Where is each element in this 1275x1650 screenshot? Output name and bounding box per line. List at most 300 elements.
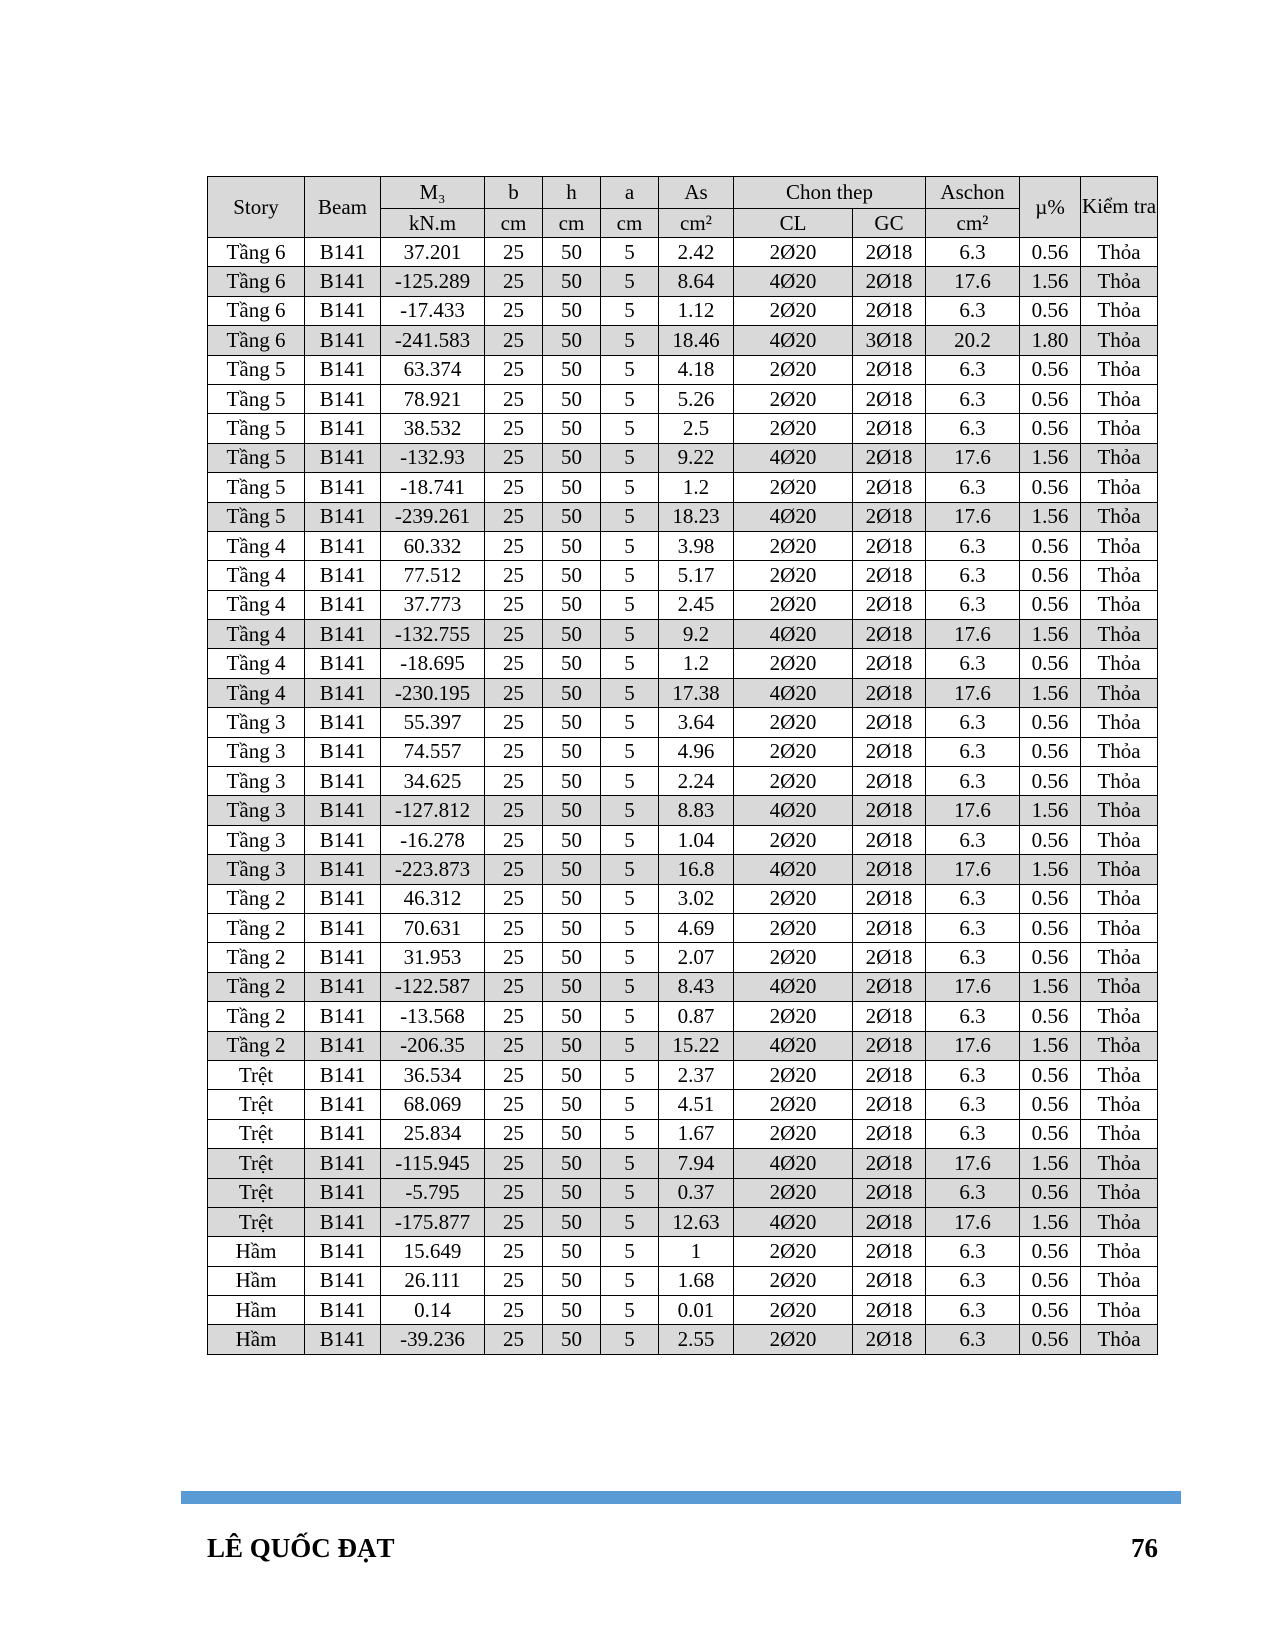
- cell-beam: B141: [305, 443, 381, 472]
- cell-aschon: 17.6: [926, 620, 1020, 649]
- cell-a: 5: [601, 1002, 659, 1031]
- cell-h: 50: [543, 825, 601, 854]
- cell-cl: 4Ø20: [734, 1031, 853, 1060]
- cell-cl: 2Ø20: [734, 1296, 853, 1325]
- table-row: [208, 531, 1158, 560]
- cell-m3: -18.741: [381, 473, 485, 502]
- cell-a: 5: [601, 414, 659, 443]
- cell-gc: 2Ø18: [853, 296, 926, 325]
- cell-mu: 0.56: [1020, 737, 1081, 766]
- cell-mu: 1.56: [1020, 1149, 1081, 1178]
- cell-a: 5: [601, 943, 659, 972]
- cell-mu: 1.56: [1020, 855, 1081, 884]
- cell-cl: 4Ø20: [734, 620, 853, 649]
- cell-cl: 2Ø20: [734, 943, 853, 972]
- table-row: [208, 913, 1158, 942]
- cell-story: Trệt: [208, 1178, 305, 1207]
- cell-mu: 0.56: [1020, 473, 1081, 502]
- cell-kiem-tra: Thỏa: [1081, 884, 1158, 913]
- cell-gc: 2Ø18: [853, 620, 926, 649]
- cell-aschon: 6.3: [926, 737, 1020, 766]
- table-row: [208, 767, 1158, 796]
- cell-story: Trệt: [208, 1149, 305, 1178]
- cell-gc: 2Ø18: [853, 590, 926, 619]
- cell-aschon: 6.3: [926, 1237, 1020, 1266]
- cell-beam: B141: [305, 1002, 381, 1031]
- cell-cl: 4Ø20: [734, 972, 853, 1001]
- table-row: [208, 238, 1158, 267]
- cell-beam: B141: [305, 708, 381, 737]
- cell-story: Tầng 5: [208, 414, 305, 443]
- cell-story: Tầng 3: [208, 796, 305, 825]
- cell-a: 5: [601, 1178, 659, 1207]
- cell-h: 50: [543, 561, 601, 590]
- table-row: [208, 1296, 1158, 1325]
- cell-a: 5: [601, 678, 659, 707]
- cell-cl: 2Ø20: [734, 767, 853, 796]
- cell-h: 50: [543, 855, 601, 884]
- cell-gc: 2Ø18: [853, 1002, 926, 1031]
- cell-beam: B141: [305, 296, 381, 325]
- cell-cl: 2Ø20: [734, 737, 853, 766]
- cell-as: 2.55: [659, 1325, 734, 1354]
- table-row: [208, 384, 1158, 413]
- table-row: [208, 1207, 1158, 1236]
- cell-story: Tầng 2: [208, 943, 305, 972]
- cell-kiem-tra: Thỏa: [1081, 855, 1158, 884]
- cell-story: Tầng 3: [208, 737, 305, 766]
- table-row: [208, 443, 1158, 472]
- cell-gc: 2Ø18: [853, 1266, 926, 1295]
- cell-m3: 60.332: [381, 531, 485, 560]
- cell-gc: 2Ø18: [853, 737, 926, 766]
- cell-b: 25: [485, 384, 543, 413]
- cell-mu: 0.56: [1020, 1325, 1081, 1354]
- cell-as: 1.2: [659, 473, 734, 502]
- table-body: [208, 238, 1158, 1355]
- cell-as: 2.24: [659, 767, 734, 796]
- table-row: [208, 796, 1158, 825]
- table-row: [208, 296, 1158, 325]
- cell-gc: 3Ø18: [853, 326, 926, 355]
- cell-h: 50: [543, 1119, 601, 1148]
- cell-gc: 2Ø18: [853, 502, 926, 531]
- cell-m3: 38.532: [381, 414, 485, 443]
- cell-kiem-tra: Thỏa: [1081, 1207, 1158, 1236]
- cell-b: 25: [485, 943, 543, 972]
- cell-beam: B141: [305, 913, 381, 942]
- cell-b: 25: [485, 767, 543, 796]
- cell-h: 50: [543, 1296, 601, 1325]
- cell-kiem-tra: Thỏa: [1081, 1325, 1158, 1354]
- cell-m3: 31.953: [381, 943, 485, 972]
- header-h: h: [543, 177, 601, 209]
- cell-m3: 0.14: [381, 1296, 485, 1325]
- cell-as: 17.38: [659, 678, 734, 707]
- cell-b: 25: [485, 972, 543, 1001]
- cell-as: 3.64: [659, 708, 734, 737]
- cell-cl: 2Ø20: [734, 531, 853, 560]
- cell-b: 25: [485, 443, 543, 472]
- table-row: [208, 1325, 1158, 1354]
- cell-mu: 0.56: [1020, 913, 1081, 942]
- table-row: [208, 1266, 1158, 1295]
- cell-mu: 1.56: [1020, 972, 1081, 1001]
- cell-story: Tầng 4: [208, 678, 305, 707]
- cell-mu: 0.56: [1020, 1237, 1081, 1266]
- cell-aschon: 6.3: [926, 1002, 1020, 1031]
- table-row: [208, 1060, 1158, 1089]
- cell-cl: 2Ø20: [734, 649, 853, 678]
- cell-a: 5: [601, 649, 659, 678]
- cell-as: 16.8: [659, 855, 734, 884]
- cell-story: Tầng 5: [208, 384, 305, 413]
- cell-m3: -39.236: [381, 1325, 485, 1354]
- cell-a: 5: [601, 767, 659, 796]
- cell-story: Tầng 5: [208, 355, 305, 384]
- cell-story: Trệt: [208, 1060, 305, 1089]
- cell-aschon: 6.3: [926, 384, 1020, 413]
- cell-m3: -223.873: [381, 855, 485, 884]
- cell-a: 5: [601, 737, 659, 766]
- cell-b: 25: [485, 531, 543, 560]
- cell-as: 1.2: [659, 649, 734, 678]
- cell-aschon: 17.6: [926, 1149, 1020, 1178]
- cell-aschon: 17.6: [926, 796, 1020, 825]
- cell-gc: 2Ø18: [853, 561, 926, 590]
- cell-mu: 0.56: [1020, 296, 1081, 325]
- cell-b: 25: [485, 502, 543, 531]
- cell-beam: B141: [305, 267, 381, 296]
- cell-story: Tầng 5: [208, 443, 305, 472]
- cell-kiem-tra: Thỏa: [1081, 267, 1158, 296]
- unit-m3: kN.m: [381, 209, 485, 238]
- cell-gc: 2Ø18: [853, 1149, 926, 1178]
- cell-a: 5: [601, 326, 659, 355]
- cell-kiem-tra: Thỏa: [1081, 767, 1158, 796]
- table-row: [208, 473, 1158, 502]
- table-row: [208, 1090, 1158, 1119]
- cell-story: Tầng 6: [208, 296, 305, 325]
- table-row: [208, 855, 1158, 884]
- cell-beam: B141: [305, 384, 381, 413]
- cell-mu: 0.56: [1020, 825, 1081, 854]
- cell-h: 50: [543, 1178, 601, 1207]
- cell-mu: 0.56: [1020, 649, 1081, 678]
- cell-as: 4.51: [659, 1090, 734, 1119]
- cell-cl: 4Ø20: [734, 502, 853, 531]
- cell-a: 5: [601, 1090, 659, 1119]
- header-mu-percent: µ%: [1020, 177, 1081, 238]
- cell-gc: 2Ø18: [853, 1178, 926, 1207]
- cell-story: Tầng 6: [208, 238, 305, 267]
- cell-h: 50: [543, 326, 601, 355]
- cell-gc: 2Ø18: [853, 943, 926, 972]
- cell-as: 2.07: [659, 943, 734, 972]
- cell-as: 3.02: [659, 884, 734, 913]
- cell-cl: 2Ø20: [734, 1060, 853, 1089]
- cell-beam: B141: [305, 620, 381, 649]
- cell-story: Tầng 2: [208, 972, 305, 1001]
- unit-h: cm: [543, 209, 601, 238]
- cell-as: 8.83: [659, 796, 734, 825]
- cell-m3: -13.568: [381, 1002, 485, 1031]
- cell-m3: 15.649: [381, 1237, 485, 1266]
- cell-as: 1.68: [659, 1266, 734, 1295]
- cell-b: 25: [485, 649, 543, 678]
- cell-b: 25: [485, 796, 543, 825]
- cell-m3: -241.583: [381, 326, 485, 355]
- cell-h: 50: [543, 1090, 601, 1119]
- cell-story: Trệt: [208, 1207, 305, 1236]
- cell-cl: 2Ø20: [734, 296, 853, 325]
- cell-cl: 2Ø20: [734, 708, 853, 737]
- rebar-table-container: [207, 176, 1158, 1355]
- cell-cl: 4Ø20: [734, 1207, 853, 1236]
- cell-a: 5: [601, 1119, 659, 1148]
- cell-b: 25: [485, 620, 543, 649]
- cell-h: 50: [543, 1207, 601, 1236]
- cell-as: 18.23: [659, 502, 734, 531]
- cell-cl: 2Ø20: [734, 238, 853, 267]
- cell-b: 25: [485, 561, 543, 590]
- cell-story: Tầng 4: [208, 561, 305, 590]
- cell-story: Tầng 6: [208, 326, 305, 355]
- cell-gc: 2Ø18: [853, 1207, 926, 1236]
- cell-as: 9.22: [659, 443, 734, 472]
- cell-m3: -239.261: [381, 502, 485, 531]
- cell-aschon: 6.3: [926, 767, 1020, 796]
- cell-story: Tầng 4: [208, 531, 305, 560]
- cell-cl: 2Ø20: [734, 1090, 853, 1119]
- cell-kiem-tra: Thỏa: [1081, 473, 1158, 502]
- cell-cl: 4Ø20: [734, 678, 853, 707]
- cell-m3: 70.631: [381, 913, 485, 942]
- cell-m3: -230.195: [381, 678, 485, 707]
- cell-story: Tầng 3: [208, 708, 305, 737]
- cell-story: Hầm: [208, 1296, 305, 1325]
- cell-as: 1.04: [659, 825, 734, 854]
- cell-beam: B141: [305, 1178, 381, 1207]
- cell-b: 25: [485, 590, 543, 619]
- cell-m3: -5.795: [381, 1178, 485, 1207]
- cell-h: 50: [543, 296, 601, 325]
- unit-a: cm: [601, 209, 659, 238]
- cell-kiem-tra: Thỏa: [1081, 943, 1158, 972]
- cell-mu: 0.56: [1020, 531, 1081, 560]
- cell-story: Hầm: [208, 1266, 305, 1295]
- header-as: As: [659, 177, 734, 209]
- cell-h: 50: [543, 943, 601, 972]
- cell-beam: B141: [305, 1207, 381, 1236]
- cell-aschon: 6.3: [926, 943, 1020, 972]
- table-row: [208, 884, 1158, 913]
- cell-m3: -125.289: [381, 267, 485, 296]
- cell-b: 25: [485, 473, 543, 502]
- unit-as: cm²: [659, 209, 734, 238]
- cell-m3: 78.921: [381, 384, 485, 413]
- cell-mu: 1.56: [1020, 796, 1081, 825]
- cell-m3: -18.695: [381, 649, 485, 678]
- cell-h: 50: [543, 1002, 601, 1031]
- cell-b: 25: [485, 1149, 543, 1178]
- cell-aschon: 17.6: [926, 1031, 1020, 1060]
- header-kiem-tra: Kiểm tra: [1081, 177, 1158, 238]
- table-row: [208, 943, 1158, 972]
- cell-mu: 1.56: [1020, 678, 1081, 707]
- cell-h: 50: [543, 796, 601, 825]
- cell-as: 18.46: [659, 326, 734, 355]
- cell-h: 50: [543, 620, 601, 649]
- cell-gc: 2Ø18: [853, 1296, 926, 1325]
- cell-mu: 0.56: [1020, 1266, 1081, 1295]
- cell-kiem-tra: Thỏa: [1081, 1237, 1158, 1266]
- cell-beam: B141: [305, 561, 381, 590]
- cell-as: 4.18: [659, 355, 734, 384]
- cell-aschon: 6.3: [926, 884, 1020, 913]
- table-row: [208, 1031, 1158, 1060]
- cell-b: 25: [485, 708, 543, 737]
- cell-gc: 2Ø18: [853, 855, 926, 884]
- cell-mu: 1.56: [1020, 267, 1081, 296]
- cell-kiem-tra: Thỏa: [1081, 238, 1158, 267]
- cell-a: 5: [601, 355, 659, 384]
- cell-h: 50: [543, 590, 601, 619]
- cell-mu: 0.56: [1020, 384, 1081, 413]
- cell-kiem-tra: Thỏa: [1081, 1060, 1158, 1089]
- cell-m3: 74.557: [381, 737, 485, 766]
- cell-kiem-tra: Thỏa: [1081, 678, 1158, 707]
- cell-cl: 2Ø20: [734, 884, 853, 913]
- cell-beam: B141: [305, 825, 381, 854]
- cell-cl: 4Ø20: [734, 855, 853, 884]
- cell-as: 8.64: [659, 267, 734, 296]
- cell-cl: 2Ø20: [734, 355, 853, 384]
- cell-story: Tầng 3: [208, 855, 305, 884]
- table-row: [208, 649, 1158, 678]
- cell-aschon: 17.6: [926, 267, 1020, 296]
- table-row: [208, 1237, 1158, 1266]
- cell-a: 5: [601, 1149, 659, 1178]
- cell-cl: 4Ø20: [734, 796, 853, 825]
- cell-beam: B141: [305, 355, 381, 384]
- cell-a: 5: [601, 825, 659, 854]
- cell-as: 3.98: [659, 531, 734, 560]
- table-row: [208, 678, 1158, 707]
- cell-m3: 26.111: [381, 1266, 485, 1295]
- cell-h: 50: [543, 1149, 601, 1178]
- cell-gc: 2Ø18: [853, 1090, 926, 1119]
- cell-as: 15.22: [659, 1031, 734, 1060]
- unit-aschon: cm²: [926, 209, 1020, 238]
- cell-story: Tầng 2: [208, 1031, 305, 1060]
- cell-as: 12.63: [659, 1207, 734, 1236]
- cell-kiem-tra: Thỏa: [1081, 620, 1158, 649]
- cell-kiem-tra: Thỏa: [1081, 1002, 1158, 1031]
- cell-beam: B141: [305, 1325, 381, 1354]
- cell-aschon: 6.3: [926, 1060, 1020, 1089]
- cell-mu: 0.56: [1020, 767, 1081, 796]
- cell-kiem-tra: Thỏa: [1081, 737, 1158, 766]
- cell-mu: 0.56: [1020, 943, 1081, 972]
- table-row: [208, 1002, 1158, 1031]
- cell-aschon: 6.3: [926, 238, 1020, 267]
- table-row: [208, 708, 1158, 737]
- cell-beam: B141: [305, 473, 381, 502]
- cell-kiem-tra: Thỏa: [1081, 708, 1158, 737]
- cell-aschon: 6.3: [926, 414, 1020, 443]
- cell-aschon: 6.3: [926, 561, 1020, 590]
- cell-mu: 0.56: [1020, 1060, 1081, 1089]
- cell-as: 8.43: [659, 972, 734, 1001]
- cell-a: 5: [601, 1266, 659, 1295]
- cell-beam: B141: [305, 1237, 381, 1266]
- cell-m3: -17.433: [381, 296, 485, 325]
- table-header: [208, 177, 1158, 238]
- cell-kiem-tra: Thỏa: [1081, 531, 1158, 560]
- cell-b: 25: [485, 1207, 543, 1236]
- cell-b: 25: [485, 1119, 543, 1148]
- cell-b: 25: [485, 267, 543, 296]
- cell-m3: -206.35: [381, 1031, 485, 1060]
- cell-gc: 2Ø18: [853, 825, 926, 854]
- cell-story: Tầng 5: [208, 502, 305, 531]
- cell-a: 5: [601, 620, 659, 649]
- cell-b: 25: [485, 1237, 543, 1266]
- table-row: [208, 620, 1158, 649]
- cell-b: 25: [485, 414, 543, 443]
- cell-gc: 2Ø18: [853, 913, 926, 942]
- cell-beam: B141: [305, 972, 381, 1001]
- table-row: [208, 502, 1158, 531]
- cell-story: Hầm: [208, 1237, 305, 1266]
- cell-kiem-tra: Thỏa: [1081, 1178, 1158, 1207]
- cell-beam: B141: [305, 1296, 381, 1325]
- cell-m3: 55.397: [381, 708, 485, 737]
- cell-cl: 2Ø20: [734, 590, 853, 619]
- cell-story: Trệt: [208, 1119, 305, 1148]
- cell-story: Tầng 3: [208, 767, 305, 796]
- cell-aschon: 6.3: [926, 649, 1020, 678]
- cell-cl: 4Ø20: [734, 267, 853, 296]
- cell-beam: B141: [305, 767, 381, 796]
- cell-kiem-tra: Thỏa: [1081, 1119, 1158, 1148]
- cell-aschon: 6.3: [926, 296, 1020, 325]
- cell-cl: 2Ø20: [734, 1325, 853, 1354]
- cell-as: 0.01: [659, 1296, 734, 1325]
- cell-beam: B141: [305, 1090, 381, 1119]
- cell-m3: -127.812: [381, 796, 485, 825]
- cell-a: 5: [601, 384, 659, 413]
- cell-h: 50: [543, 1266, 601, 1295]
- cell-cl: 2Ø20: [734, 913, 853, 942]
- cell-gc: 2Ø18: [853, 678, 926, 707]
- cell-m3: 34.625: [381, 767, 485, 796]
- cell-h: 50: [543, 884, 601, 913]
- cell-mu: 0.56: [1020, 1119, 1081, 1148]
- table-row: [208, 326, 1158, 355]
- cell-m3: 37.773: [381, 590, 485, 619]
- table-row: [208, 1119, 1158, 1148]
- cell-aschon: 6.3: [926, 1325, 1020, 1354]
- cell-a: 5: [601, 531, 659, 560]
- cell-aschon: 17.6: [926, 1207, 1020, 1236]
- cell-a: 5: [601, 708, 659, 737]
- cell-h: 50: [543, 267, 601, 296]
- cell-aschon: 17.6: [926, 855, 1020, 884]
- cell-kiem-tra: Thỏa: [1081, 561, 1158, 590]
- cell-gc: 2Ø18: [853, 884, 926, 913]
